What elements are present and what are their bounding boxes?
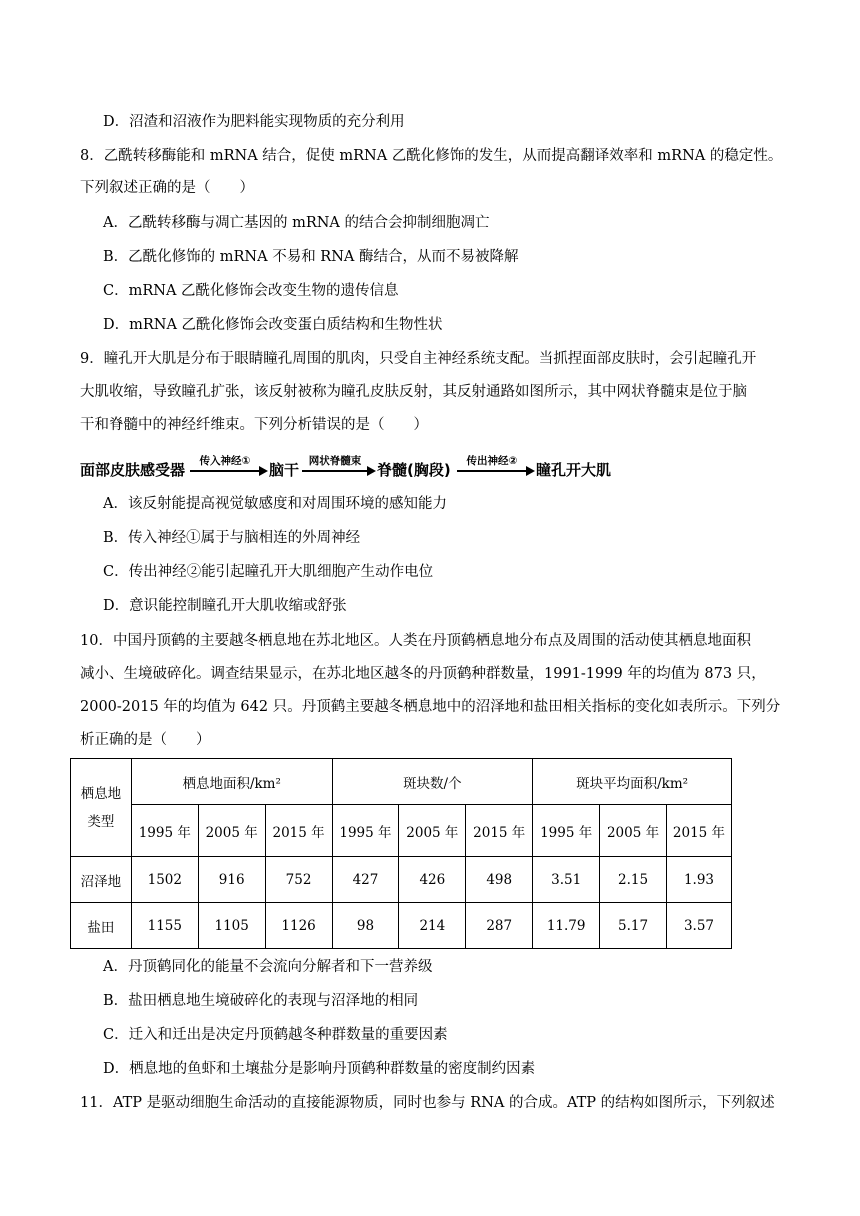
flow-arrow-afferent [190, 453, 268, 485]
table-cell: 98 [332, 903, 399, 949]
table-year-header: 1995 年 [332, 805, 399, 857]
table-cell: 214 [399, 903, 466, 949]
q8-option-b: B．乙酰化修饰的 mRNA 不易和 RNA 酶结合，从而不易被降解 [103, 249, 519, 265]
table-cell: 1105 [198, 903, 265, 949]
table-cell: 1.93 [666, 857, 731, 903]
flow-arrow-efferent-label: 传出神经② [466, 455, 518, 467]
table-cell: 1502 [131, 857, 198, 903]
q9-option-b: B．传入神经①属于与脑相连的外周神经 [103, 530, 361, 546]
table-cell: 426 [399, 857, 466, 903]
arrow-head-icon [367, 466, 376, 476]
table-cell: 498 [466, 857, 533, 903]
arrow-head-icon [259, 466, 268, 476]
table-cell: 2.15 [600, 857, 667, 903]
flow-arrow-reticulospinal [302, 453, 376, 485]
table-cell: 287 [466, 903, 533, 949]
corner-header-line2: 类型 [87, 813, 115, 830]
q10-stem-line4: 析正确的是（ ） [80, 732, 211, 748]
q8-option-a: A．乙酰转移酶与凋亡基因的 mRNA 的结合会抑制细胞凋亡 [103, 215, 490, 231]
table-row-type: 沼泽地 [71, 857, 132, 903]
table-cell: 3.57 [666, 903, 731, 949]
table-cell: 3.51 [533, 857, 600, 903]
table-cell: 5.17 [600, 903, 667, 949]
q10-option-d: D．栖息地的鱼虾和土壤盐分是影响丹顶鹤种群数量的密度制约因素 [103, 1061, 536, 1077]
corner-header-line1: 栖息地 [80, 785, 122, 802]
q9-stem-line2: 大肌收缩，导致瞳孔扩张，该反射被称为瞳孔皮肤反射，其反射通路如图所示，其中网状脊髓束是位于脑 [80, 384, 747, 400]
q8-option-d: D．mRNA 乙酰化修饰会改变蛋白质结构和生物性状 [103, 317, 443, 333]
table-cell: 1155 [131, 903, 198, 949]
table-year-header: 1995 年 [131, 805, 198, 857]
table-row-type: 盐田 [71, 903, 132, 949]
flow-node-dilator-muscle: 瞳孔开大肌 [536, 461, 612, 479]
table-corner-header [71, 759, 132, 857]
q9-option-a: A．该反射能提高视觉敏感度和对周围环境的感知能力 [103, 496, 447, 512]
table-cell: 427 [332, 857, 399, 903]
table-year-header: 2005 年 [399, 805, 466, 857]
q10-stem-line2: 减小、生境破碎化。调查结果显示，在苏北地区越冬的丹顶鹤种群数量，1991-1999 年的均值为 873 只， [80, 666, 766, 682]
q9-stem-line1: 9．瞳孔开大肌是分布于眼睛瞳孔周围的肌肉，只受自主神经系统支配。当抓捏面部皮肤时，会引起瞳孔开 [80, 351, 757, 367]
habitat-table [70, 758, 732, 949]
q10-option-a: A．丹顶鹤同化的能量不会流向分解者和下一营养级 [103, 959, 433, 975]
table-row [71, 903, 732, 949]
table-year-header: 1995 年 [533, 805, 600, 857]
flow-arrow-afferent-label: 传入神经① [199, 455, 251, 467]
table-group-header-avg-area: 斑块平均面积/km² [533, 759, 732, 805]
table-group-header-area: 栖息地面积/km² [131, 759, 332, 805]
table-cell: 916 [198, 857, 265, 903]
table-year-header: 2015 年 [265, 805, 332, 857]
table-year-header: 2015 年 [466, 805, 533, 857]
table-year-header: 2005 年 [198, 805, 265, 857]
q10-stem-line3: 2000-2015 年的均值为 642 只。丹顶鹤主要越冬栖息地中的沼泽地和盐田相关指标的变化如表所示。下列分 [80, 699, 781, 715]
q8-stem-line2: 下列叙述正确的是（ ） [80, 180, 254, 196]
q11-stem-line1: 11．ATP 是驱动细胞生命活动的直接能源物质，同时也参与 RNA 的合成。ATP 的结构如图所示，下列叙述 [80, 1095, 775, 1111]
q9-option-c: C．传出神经②能引起瞳孔开大肌细胞产生动作电位 [103, 564, 434, 580]
flow-arrow-reticulospinal-label: 网状脊髓束 [308, 455, 362, 467]
q10-stem-line1: 10．中国丹顶鹤的主要越冬栖息地在苏北地区。人类在丹顶鹤栖息地分布点及周围的活动使其栖息地面积 [80, 633, 751, 649]
q8-option-c: C．mRNA 乙酰化修饰会改变生物的遗传信息 [103, 283, 399, 299]
table-group-header-patches: 斑块数/个 [332, 759, 533, 805]
reflex-pathway-diagram [80, 453, 640, 485]
q7-option-d: D．沼渣和沼液作为肥料能实现物质的充分利用 [103, 114, 405, 130]
flow-node-receptor: 面部皮肤感受器 [80, 461, 186, 479]
q9-stem-line3: 干和脊髓中的神经纤维束。下列分析错误的是（ ） [80, 417, 428, 433]
table-cell: 11.79 [533, 903, 600, 949]
flow-node-spinal-cord: 脊髓(胸段) [377, 461, 451, 479]
table-row [71, 857, 732, 903]
table-year-header: 2005 年 [600, 805, 667, 857]
q9-option-d: D．意识能控制瞳孔开大肌收缩或舒张 [103, 598, 347, 614]
table-cell: 752 [265, 857, 332, 903]
q10-option-b: B．盐田栖息地生境破碎化的表现与沼泽地的相同 [103, 993, 419, 1009]
flow-arrow-efferent [457, 453, 535, 485]
q8-stem-line1: 8．乙酰转移酶能和 mRNA 结合，促使 mRNA 乙酰化修饰的发生，从而提高翻译效率和 mRNA 的稳定性。 [80, 148, 783, 164]
q10-option-c: C．迁入和迁出是决定丹顶鹤越冬种群数量的重要因素 [103, 1027, 448, 1043]
arrow-head-icon [526, 466, 535, 476]
flow-node-brainstem: 脑干 [269, 461, 300, 479]
table-year-header: 2015 年 [666, 805, 731, 857]
table-cell: 1126 [265, 903, 332, 949]
